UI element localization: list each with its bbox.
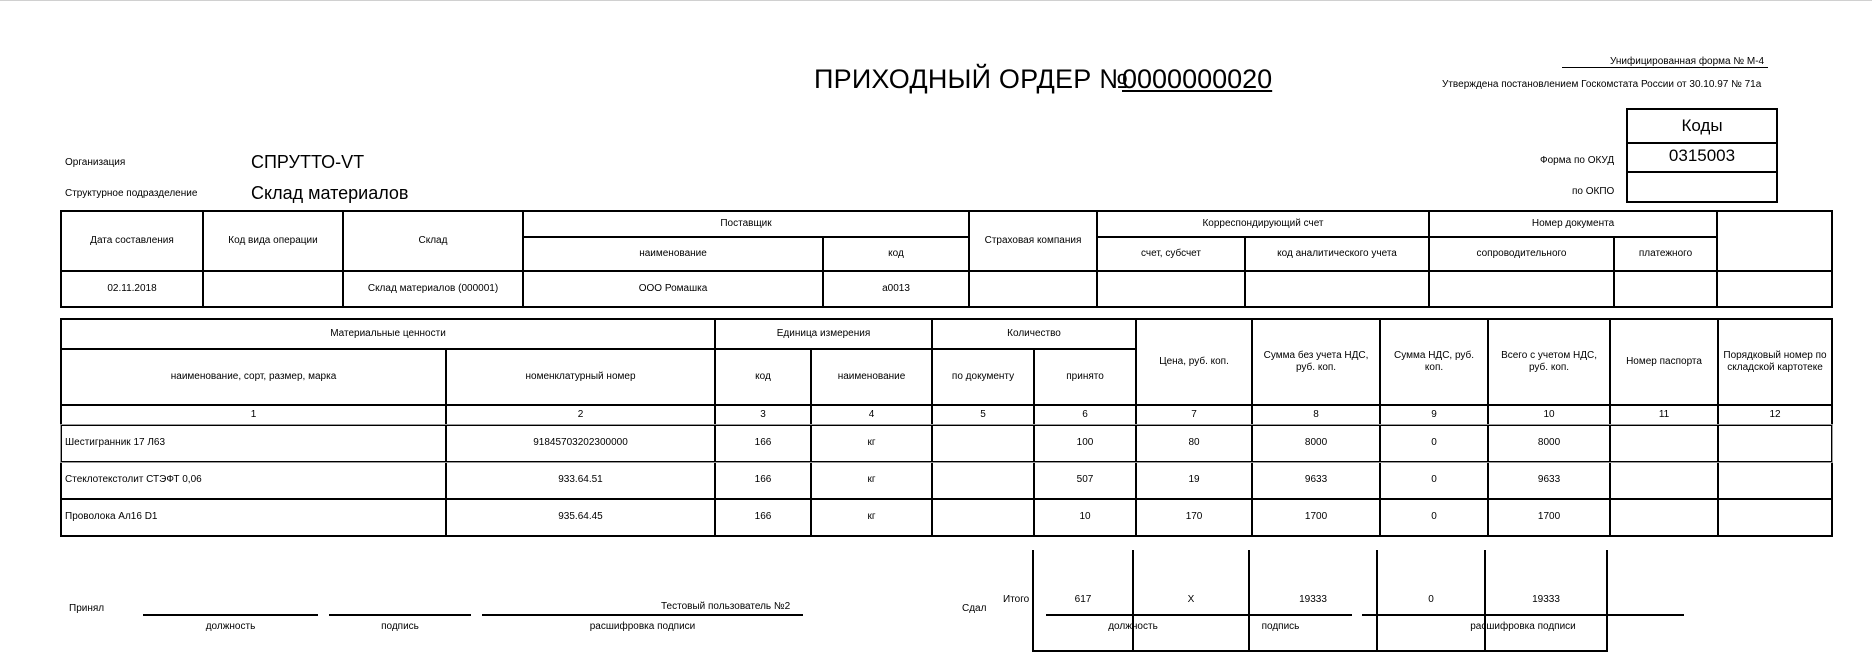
cell-passport	[1610, 499, 1718, 536]
accepted-decoding-line	[482, 614, 803, 616]
cell-total: 1700	[1488, 499, 1610, 536]
handed-signature-line	[1209, 614, 1352, 616]
division-label: Структурное подразделение	[65, 188, 198, 199]
top-border	[0, 0, 1872, 1]
cell-vat: 0	[1380, 425, 1488, 462]
accepted-position-caption: должность	[205, 621, 256, 632]
cell-total: 8000	[1488, 425, 1610, 462]
header-unit: Единица измерения	[715, 319, 932, 349]
cell-analytic	[1245, 271, 1429, 307]
codes-box	[1626, 108, 1778, 204]
header-nomen: номенклатурный номер	[446, 349, 715, 405]
handed-label: Сдал	[962, 603, 987, 614]
col-number: 5	[932, 405, 1034, 425]
handed-decoding-line	[1362, 614, 1684, 616]
unified-form-underline	[1562, 67, 1768, 68]
header-vat: Сумма НДС, руб. коп.	[1380, 319, 1488, 405]
totals-bottom-border	[1032, 650, 1608, 652]
cell-price: 19	[1136, 462, 1252, 499]
cell-card	[1718, 462, 1832, 499]
cell-name: Шестигранник 17 Л63	[61, 425, 446, 462]
document-table	[60, 210, 1833, 308]
header-sum-novat: Сумма без учета НДС, руб. коп.	[1252, 319, 1380, 405]
totals-block	[1032, 550, 1608, 652]
cell-price: 80	[1136, 425, 1252, 462]
organization-label: Организация	[65, 157, 126, 168]
document-row	[61, 271, 1832, 307]
col-number: 7	[1136, 405, 1252, 425]
cell-payment	[1614, 271, 1717, 307]
total-qty: 617	[1074, 594, 1092, 605]
table-row[interactable]	[61, 425, 1832, 462]
cell-total: 9633	[1488, 462, 1610, 499]
okud-value: 0315003	[1626, 142, 1778, 173]
col-number: 6	[1034, 405, 1136, 425]
cell-nomen: 933.64.51	[446, 462, 715, 499]
header-accompanying: сопроводительного	[1429, 237, 1614, 271]
cell-nomen: 935.64.45	[446, 499, 715, 536]
cell-nomen: 91845703202300000	[446, 425, 715, 462]
cell-price: 170	[1136, 499, 1252, 536]
header-payment: платежного	[1614, 237, 1717, 271]
header-doc-number: Номер документа	[1429, 211, 1717, 237]
division-value: Склад материалов	[251, 183, 409, 203]
total-with-vat: 19333	[1532, 594, 1560, 605]
header-price: Цена, руб. коп.	[1136, 319, 1252, 405]
accepted-signature-line	[329, 614, 471, 616]
cell-unit-code: 166	[715, 462, 811, 499]
cell-qty-doc	[932, 425, 1034, 462]
cell-unit-code: 166	[715, 499, 811, 536]
header-supplier: Поставщик	[523, 211, 969, 237]
cell-unit-name: кг	[811, 425, 932, 462]
col-number: 12	[1718, 405, 1832, 425]
okpo-value	[1626, 173, 1778, 203]
order-number: 0000000020	[1122, 64, 1273, 94]
cell-warehouse: Склад материалов (000001)	[343, 271, 523, 307]
cell-vat: 0	[1380, 499, 1488, 536]
header-supplier-name: наименование	[523, 237, 823, 271]
table-row[interactable]	[61, 499, 1832, 536]
total-price: X	[1187, 594, 1195, 605]
handed-signature-caption: подпись	[1261, 621, 1300, 632]
items-table	[60, 318, 1833, 537]
header-empty	[1717, 211, 1832, 271]
cell-qty-doc	[932, 462, 1034, 499]
cell-sum: 1700	[1252, 499, 1380, 536]
cell-qty-accepted: 507	[1034, 462, 1136, 499]
accepted-label: Принял	[69, 603, 105, 614]
cell-accompanying	[1429, 271, 1614, 307]
okpo-label: по ОКПО	[1572, 186, 1615, 197]
header-unit-code: код	[715, 349, 811, 405]
cell-card	[1718, 425, 1832, 462]
accepted-position-line	[143, 614, 318, 616]
totals-label: Итого	[1003, 594, 1030, 605]
header-total: Всего с учетом НДС, руб. коп.	[1488, 319, 1610, 405]
accepted-signature-caption: подпись	[381, 621, 419, 632]
cell-sum: 9633	[1252, 462, 1380, 499]
header-qty: Количество	[932, 319, 1136, 349]
cell-supplier-code: а0013	[823, 271, 969, 307]
accepted-decoding-caption: расшифровка подписи	[589, 621, 696, 632]
header-supplier-code: код	[823, 237, 969, 271]
header-qty-accepted: принято	[1034, 349, 1136, 405]
cell-qty-accepted: 100	[1034, 425, 1136, 462]
column-numbers-row	[61, 405, 1832, 425]
col-number: 1	[61, 405, 446, 425]
header-card: Порядковый номер по складской картотеке	[1718, 319, 1832, 405]
cell-name: Стеклотекстолит СТЭФТ 0,06	[61, 462, 446, 499]
cell-name: Проволока Ал16 D1	[61, 499, 446, 536]
header-passport: Номер паспорта	[1610, 319, 1718, 405]
cell-account	[1097, 271, 1245, 307]
unified-form-label: Унифицированная форма № М-4	[1610, 56, 1765, 67]
cell-vat: 0	[1380, 462, 1488, 499]
header-qty-doc: по документу	[932, 349, 1034, 405]
cell-qty-accepted: 10	[1034, 499, 1136, 536]
col-number: 8	[1252, 405, 1380, 425]
accepted-name: Тестовый пользователь №2	[661, 601, 791, 612]
header-material: Материальные ценности	[61, 319, 715, 349]
col-number: 10	[1488, 405, 1610, 425]
header-analytic: код аналитического учета	[1245, 237, 1429, 271]
page-title: ПРИХОДНЫЙ ОРДЕР №	[814, 64, 1129, 94]
cell-insurance	[969, 271, 1097, 307]
organization-value: СПРУТТО-VT	[251, 152, 365, 172]
cell-unit-name: кг	[811, 462, 932, 499]
codes-header: Коды	[1626, 108, 1778, 144]
approval-note: Утверждена постановлением Госкомстата России от 30.10.97 № 71а	[1442, 79, 1762, 90]
cell-card	[1718, 499, 1832, 536]
cell-passport	[1610, 462, 1718, 499]
col-number: 11	[1610, 405, 1718, 425]
cell-qty-doc	[932, 499, 1034, 536]
col-number: 3	[715, 405, 811, 425]
table-row[interactable]	[61, 462, 1832, 499]
cell-date: 02.11.2018	[61, 271, 203, 307]
header-date: Дата составления	[61, 211, 203, 271]
col-number: 2	[446, 405, 715, 425]
okud-label: Форма по ОКУД	[1540, 155, 1615, 166]
totals-divider	[1606, 550, 1608, 652]
header-account: счет, субсчет	[1097, 237, 1245, 271]
cell-opcode	[203, 271, 343, 307]
header-unit-name: наименование	[811, 349, 932, 405]
header-warehouse: Склад	[343, 211, 523, 271]
cell-passport	[1610, 425, 1718, 462]
col-number: 4	[811, 405, 932, 425]
handed-position-caption: должность	[1108, 621, 1158, 632]
handed-position-line	[1046, 614, 1220, 616]
col-number: 9	[1380, 405, 1488, 425]
cell-supplier-name: ООО Ромашка	[523, 271, 823, 307]
cell-sum: 8000	[1252, 425, 1380, 462]
cell-empty	[1717, 271, 1832, 307]
header-opcode: Код вида операции	[203, 211, 343, 271]
cell-unit-code: 166	[715, 425, 811, 462]
cell-unit-name: кг	[811, 499, 932, 536]
total-sum: 19333	[1299, 594, 1327, 605]
handed-decoding-caption: расшифровка подписи	[1470, 621, 1576, 632]
header-corr-account: Корреспондирующий счет	[1097, 211, 1429, 237]
total-vat: 0	[1428, 594, 1434, 605]
header-insurance: Страховая компания	[969, 211, 1097, 271]
header-name: наименование, сорт, размер, марка	[61, 349, 446, 405]
